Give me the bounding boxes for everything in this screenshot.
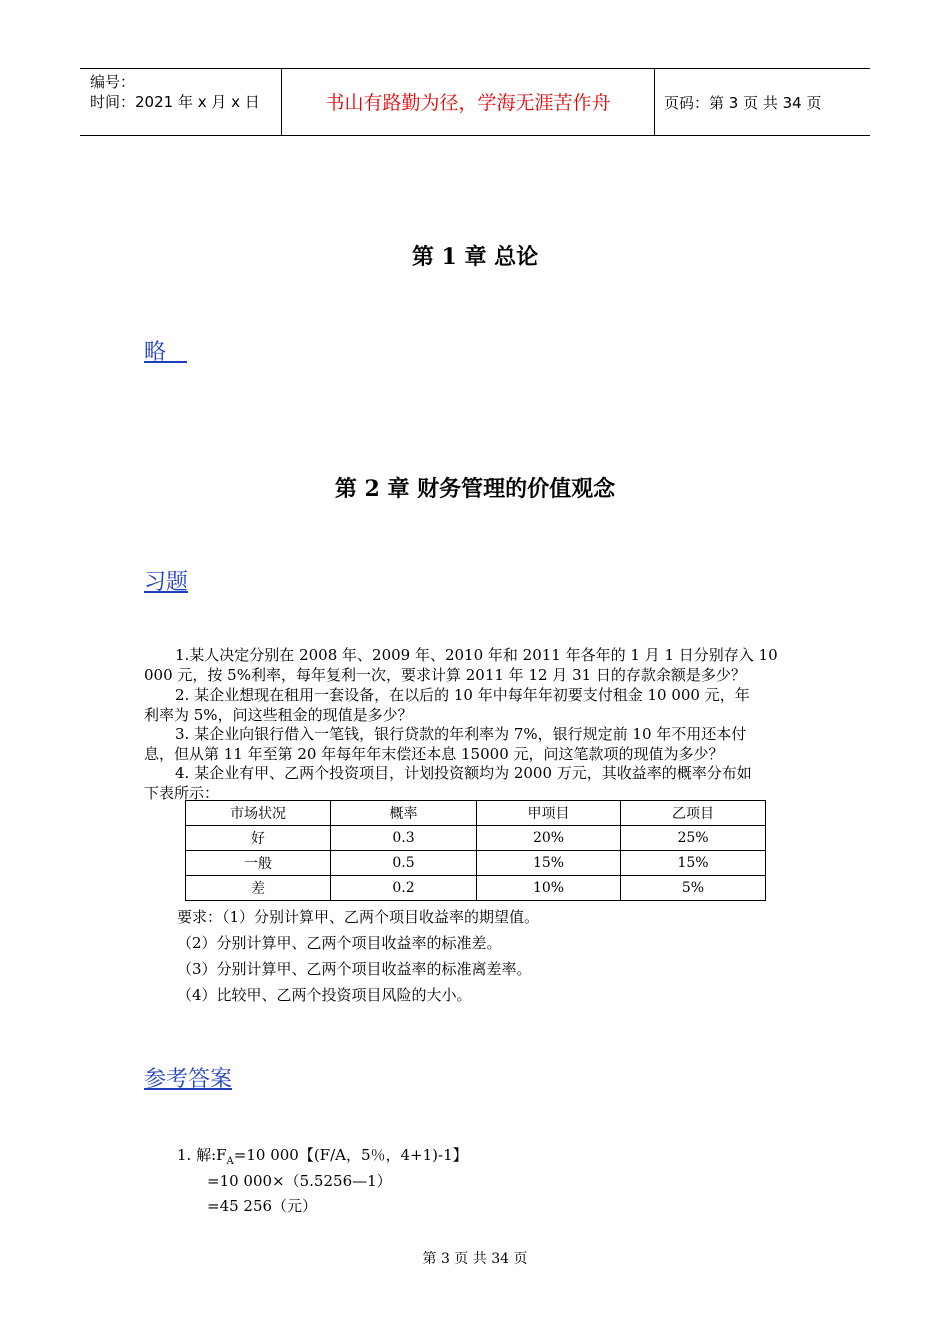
table-cell: 0.5 (331, 851, 477, 876)
table-row (186, 826, 766, 851)
header-meta (90, 72, 260, 112)
header-divider (654, 68, 655, 136)
table-cell: 15% (621, 851, 766, 876)
table-cell: 0.2 (331, 876, 477, 901)
header-bottom-rule (80, 135, 870, 136)
table-header-cell: 乙项目 (621, 801, 766, 826)
question-2: 2. 某企业想现在租用一套设备，在以后的 10 年中每年年初要支付租金 10 000 元，年 利率为 5%，问这些租金的现值是多少？ (144, 686, 750, 724)
header-motto: 书山有路勤为径，学海无涯苦作舟 (325, 92, 611, 114)
header-page-info: 页码：第 3 页 共 34 页 (664, 94, 822, 112)
requirement-1: 要求：（1）分别计算甲、乙两个项目收益率的期望值。 (177, 908, 540, 926)
table-cell: 10% (477, 876, 621, 901)
table-cell: 差 (186, 876, 331, 901)
chapter-2-title: 第 2 章 财务管理的价值观念 (334, 476, 616, 502)
table-header-cell: 市场状况 (186, 801, 331, 826)
table-row (186, 851, 766, 876)
question-3: 3. 某企业向银行借入一笔钱，银行贷款的年利率为 7%，银行规定前 10 年不用还本付 息，但从第 11 年至第 20 年每年年末偿还本息 15000 元，问这笔款项的现值为多少？ (144, 725, 747, 763)
probability-table (185, 800, 766, 901)
answer-1-line-1: 1. 解$:F_A=10$ 000【(F/A，5％，4+1)-1】 (177, 1146, 468, 1167)
exercises-heading-link[interactable]: 习题 (144, 570, 189, 595)
table-cell: 好 (186, 826, 331, 851)
requirement-2: （2）分别计算甲、乙两个项目收益率的标准差。 (177, 934, 502, 952)
table-header-cell: 甲项目 (477, 801, 621, 826)
table-header-row (186, 801, 766, 826)
chapter-1-title: 第 1 章 总论 (411, 244, 539, 270)
requirement-3: （3）分别计算甲、乙两个项目收益率的标准离差率。 (177, 960, 532, 978)
answer-1-line-2: =10 000×（5.5256—1） (207, 1172, 392, 1190)
table-cell: 0.3 (331, 826, 477, 851)
answers-heading-link[interactable]: 参考答案 (144, 1067, 233, 1092)
table-cell: 一般 (186, 851, 331, 876)
answer-1-line-3: =45 256（元） (207, 1197, 318, 1215)
table-row (186, 876, 766, 901)
table-cell: 20% (477, 826, 621, 851)
table-cell: 5% (621, 876, 766, 901)
page-footer: 第 3 页 共 34 页 (422, 1251, 528, 1267)
table-header-cell: 概率 (331, 801, 477, 826)
table-cell: 15% (477, 851, 621, 876)
time-label: 时间：2021 年 x 月 x 日 (90, 93, 260, 111)
requirement-4: （4）比较甲、乙两个投资项目风险的大小。 (177, 986, 472, 1004)
question-1: 1.某人决定分别在 2008 年、2009 年、2010 年和 2011 年各年的 1 月 1 日分别存入 10 000 元，按 5%利率，每年复利一次，要求计算 2011 年 12 月 31 日的存款余额是多少？ (144, 646, 778, 684)
question-4: 4. 某企业有甲、乙两个投资项目，计划投资额均为 2000 万元，其收益率的概率分布如 下表所示： (144, 764, 752, 802)
table-cell: 25% (621, 826, 766, 851)
header-top-rule (80, 68, 870, 69)
chapter-1-note-link[interactable]: 略 (144, 340, 167, 365)
serial-label: 编号： (90, 73, 136, 91)
